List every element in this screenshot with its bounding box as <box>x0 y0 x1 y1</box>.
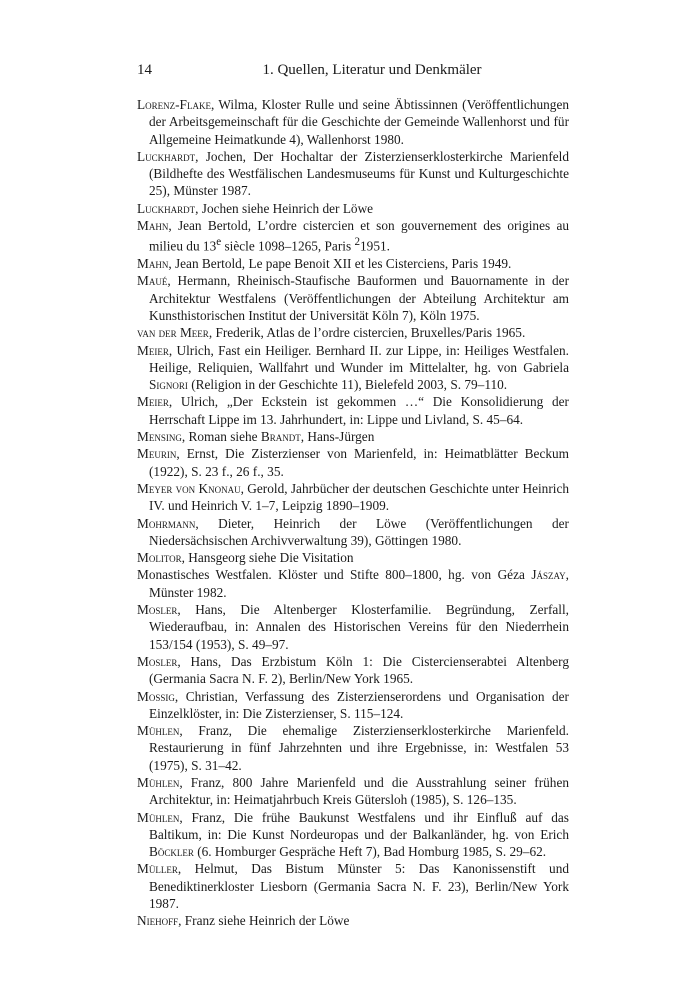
entry-text: , Helmut, Das Bistum Münster 5: Das Kanonissenstift und Benediktinerkloster Liesborn (Germania Sacra N. F. 23), Berlin/New York 1987. <box>149 861 569 912</box>
running-title: 1. Quellen, Literatur und Denkmäler <box>262 62 482 78</box>
bibliography-entry <box>137 860 569 912</box>
bibliography-entry <box>137 428 569 445</box>
reference-name: Brandt <box>260 429 301 445</box>
bibliography-entry <box>137 774 569 809</box>
page-number: 14 <box>137 62 152 78</box>
entry-text: 1951. <box>360 238 390 254</box>
bibliography-entry <box>137 549 569 566</box>
bibliography-entry <box>137 601 569 653</box>
bibliography-entry <box>137 566 569 601</box>
superscript: 2 <box>354 236 361 249</box>
entry-text: , Ulrich, Fast ein Heiliger. Bernhard II. zur Lippe, in: Heiliges Westfalen. Heilige, Reliquien, Wallfahrt und Wunder im Mittelalter, hg. von Gabriela <box>149 342 569 375</box>
bibliography-entry <box>137 809 569 861</box>
author-name: Mühlen <box>137 723 180 739</box>
entry-text: , Hans, Die Altenberger Klosterfamilie. Begründung, Zerfall, Wiederaufbau, in: Annalen des Historischen Vereins für den Niederrhein 153/154 (1953), S. 49–97. <box>149 602 569 652</box>
author-name: Meier <box>137 342 169 358</box>
author-name: Meurin <box>137 446 177 462</box>
bibliography-entry <box>137 480 569 515</box>
bibliography-entry <box>137 96 569 148</box>
author-name: Meyer von Knonau <box>137 480 241 496</box>
author-name: Mosler <box>137 653 178 669</box>
bibliography-entry <box>137 393 569 428</box>
entry-text: , Jochen, Der Hochaltar der Zisterzienserklosterkirche Marienfeld (Bildhefte des Westfälischen Landesmuseums für Kunst und Kulturgeschichte 25), Münster 1987. <box>149 148 569 199</box>
bibliography-entry <box>137 342 569 394</box>
bibliography-entry <box>137 217 569 255</box>
entry-text: , Hans-Jürgen <box>300 429 375 445</box>
entry-text: , Jochen siehe Heinrich der Löwe <box>195 200 374 216</box>
bibliography-entry <box>137 272 569 324</box>
entry-text: , Gerold, Jahrbücher der deutschen Geschichte unter Heinrich IV. und Heinrich V. 1–7, Leipzig 1890–1909. <box>149 480 569 514</box>
entry-text: , Hans, Das Erzbistum Köln 1: Die Cistercienserabtei Altenberg (Germania Sacra N. F. 2), Berlin/New York 1965. <box>149 653 569 687</box>
entry-text: (Religion in der Geschichte 11), Bielefeld 2003, S. 79–110. <box>187 377 508 393</box>
author-name: Molitor <box>137 550 182 566</box>
superscript: e <box>216 236 222 249</box>
entry-text: (6. Homburger Gespräche Heft 7), Bad Homburg 1985, S. 29–62. <box>193 844 547 860</box>
editor-name: Signori <box>149 377 188 393</box>
entry-text: , Jean Bertold, L’ordre cistercien et son gouvernement des origines au milieu du 13 <box>149 218 569 254</box>
entry-text: , Dieter, Heinrich der Löwe (Veröffentlichungen der Niedersächsischen Archivverwaltung 39), Göttingen 1980. <box>149 515 569 548</box>
entry-text: Monastisches Westfalen. Klöster und Stifte 800–1800, hg. von Géza <box>137 567 532 583</box>
entry-text: , Ernst, Die Zisterzienser von Marienfeld, in: Heimatblätter Beckum (1922), S. 23 f., 26 f., 35. <box>149 446 569 479</box>
author-name: Mossig <box>137 688 175 704</box>
bibliography-entry <box>137 255 569 272</box>
bibliography-entry <box>137 200 569 217</box>
entry-text: siècle 1098–1265, Paris <box>221 238 355 254</box>
editor-name: Böckler <box>149 844 194 860</box>
bibliography-entry <box>137 324 569 341</box>
bibliography-entry <box>137 445 569 480</box>
entry-text: , Wilma, Kloster Rulle und seine Äbtissinnen (Veröffentlichungen der Arbeitsgemeinschaft für die Geschichte der Gemeinde Wallenhorst und für Allgemeine Heimatkunde 4), Wallenhorst 1980. <box>149 97 569 147</box>
editor-name: Jászay <box>531 567 566 583</box>
entry-text: , Hansgeorg siehe Die Visitation <box>181 550 354 566</box>
entry-text: , Roman siehe <box>181 429 261 445</box>
author-name: Niehoff <box>137 913 179 929</box>
entry-text: , Christian, Verfassung des Zisterzienserordens und Organisation der Einzelklöster, in: Die Zisterzienser, S. 115–124. <box>149 688 569 721</box>
bibliography-entry <box>137 515 569 550</box>
entry-text: , Ulrich, „Der Eckstein ist gekommen …“ Die Konsolidierung der Herrschaft Lippe im 13. Jahrhundert, in: Lippe und Livland, S. 45–64. <box>149 394 569 427</box>
bibliography-entry <box>137 148 569 200</box>
author-name: Mahn <box>137 256 169 272</box>
bibliography-entry <box>137 688 569 723</box>
author-name: Mahn <box>137 218 169 234</box>
author-name: Luckhardt <box>137 200 196 216</box>
entry-text: , Franz, 800 Jahre Marienfeld und die Ausstrahlung seiner frühen Architektur, in: Heimatjahrbuch Kreis Gütersloh (1985), S. 126–135. <box>149 775 569 808</box>
bibliography-entry <box>137 722 569 774</box>
author-name: Meier <box>137 394 169 410</box>
author-name: Mensing <box>137 429 182 445</box>
entry-text: , Jean Bertold, Le pape Benoit XII et les Cisterciens, Paris 1949. <box>168 256 512 272</box>
author-name: Mosler <box>137 602 178 618</box>
author-name: Mühlen <box>137 775 180 790</box>
entry-text: , Franz siehe Heinrich der Löwe <box>178 913 350 929</box>
entry-text: , Frederik, Atlas de l’ordre cistercien, Bruxelles/Paris 1965. <box>208 325 526 341</box>
author-name: Mühlen <box>137 809 180 825</box>
author-name: Maué <box>137 273 168 289</box>
author-name: Mohrmann <box>137 515 196 531</box>
entry-text: , Franz, Die ehemalige Zisterzienserklosterkirche Marienfeld. Restaurierung in fünf Jahrzehnten und ihre Ergebnisse, in: Westfalen 53 (1975), S. 31–42. <box>149 723 569 773</box>
entry-text: , Franz, Die frühe Baukunst Westfalens und ihr Einfluß auf das Baltikum, in: Die Kunst Nordeuropas und der Balkanländer, hg. von Erich <box>149 809 569 842</box>
bibliography-entry <box>137 912 569 929</box>
author-name: van der Meer <box>137 325 209 341</box>
author-name: Lorenz-Flake <box>137 97 211 112</box>
page-header <box>137 62 569 82</box>
author-name: Müller <box>137 861 178 877</box>
entry-text: , Münster 1982. <box>149 567 569 600</box>
bibliography-list <box>137 96 569 930</box>
bibliography-entry <box>137 653 569 688</box>
entry-text: , Hermann, Rheinisch-Staufische Bauformen und Bauornamente in der Architektur Westfalens (Veröffentlichungen der Abteilung Architektur am Kunsthistorischen Institut der Universität Köln 7), Köln 1975. <box>149 273 569 323</box>
author-name: Luckhardt <box>137 148 196 164</box>
